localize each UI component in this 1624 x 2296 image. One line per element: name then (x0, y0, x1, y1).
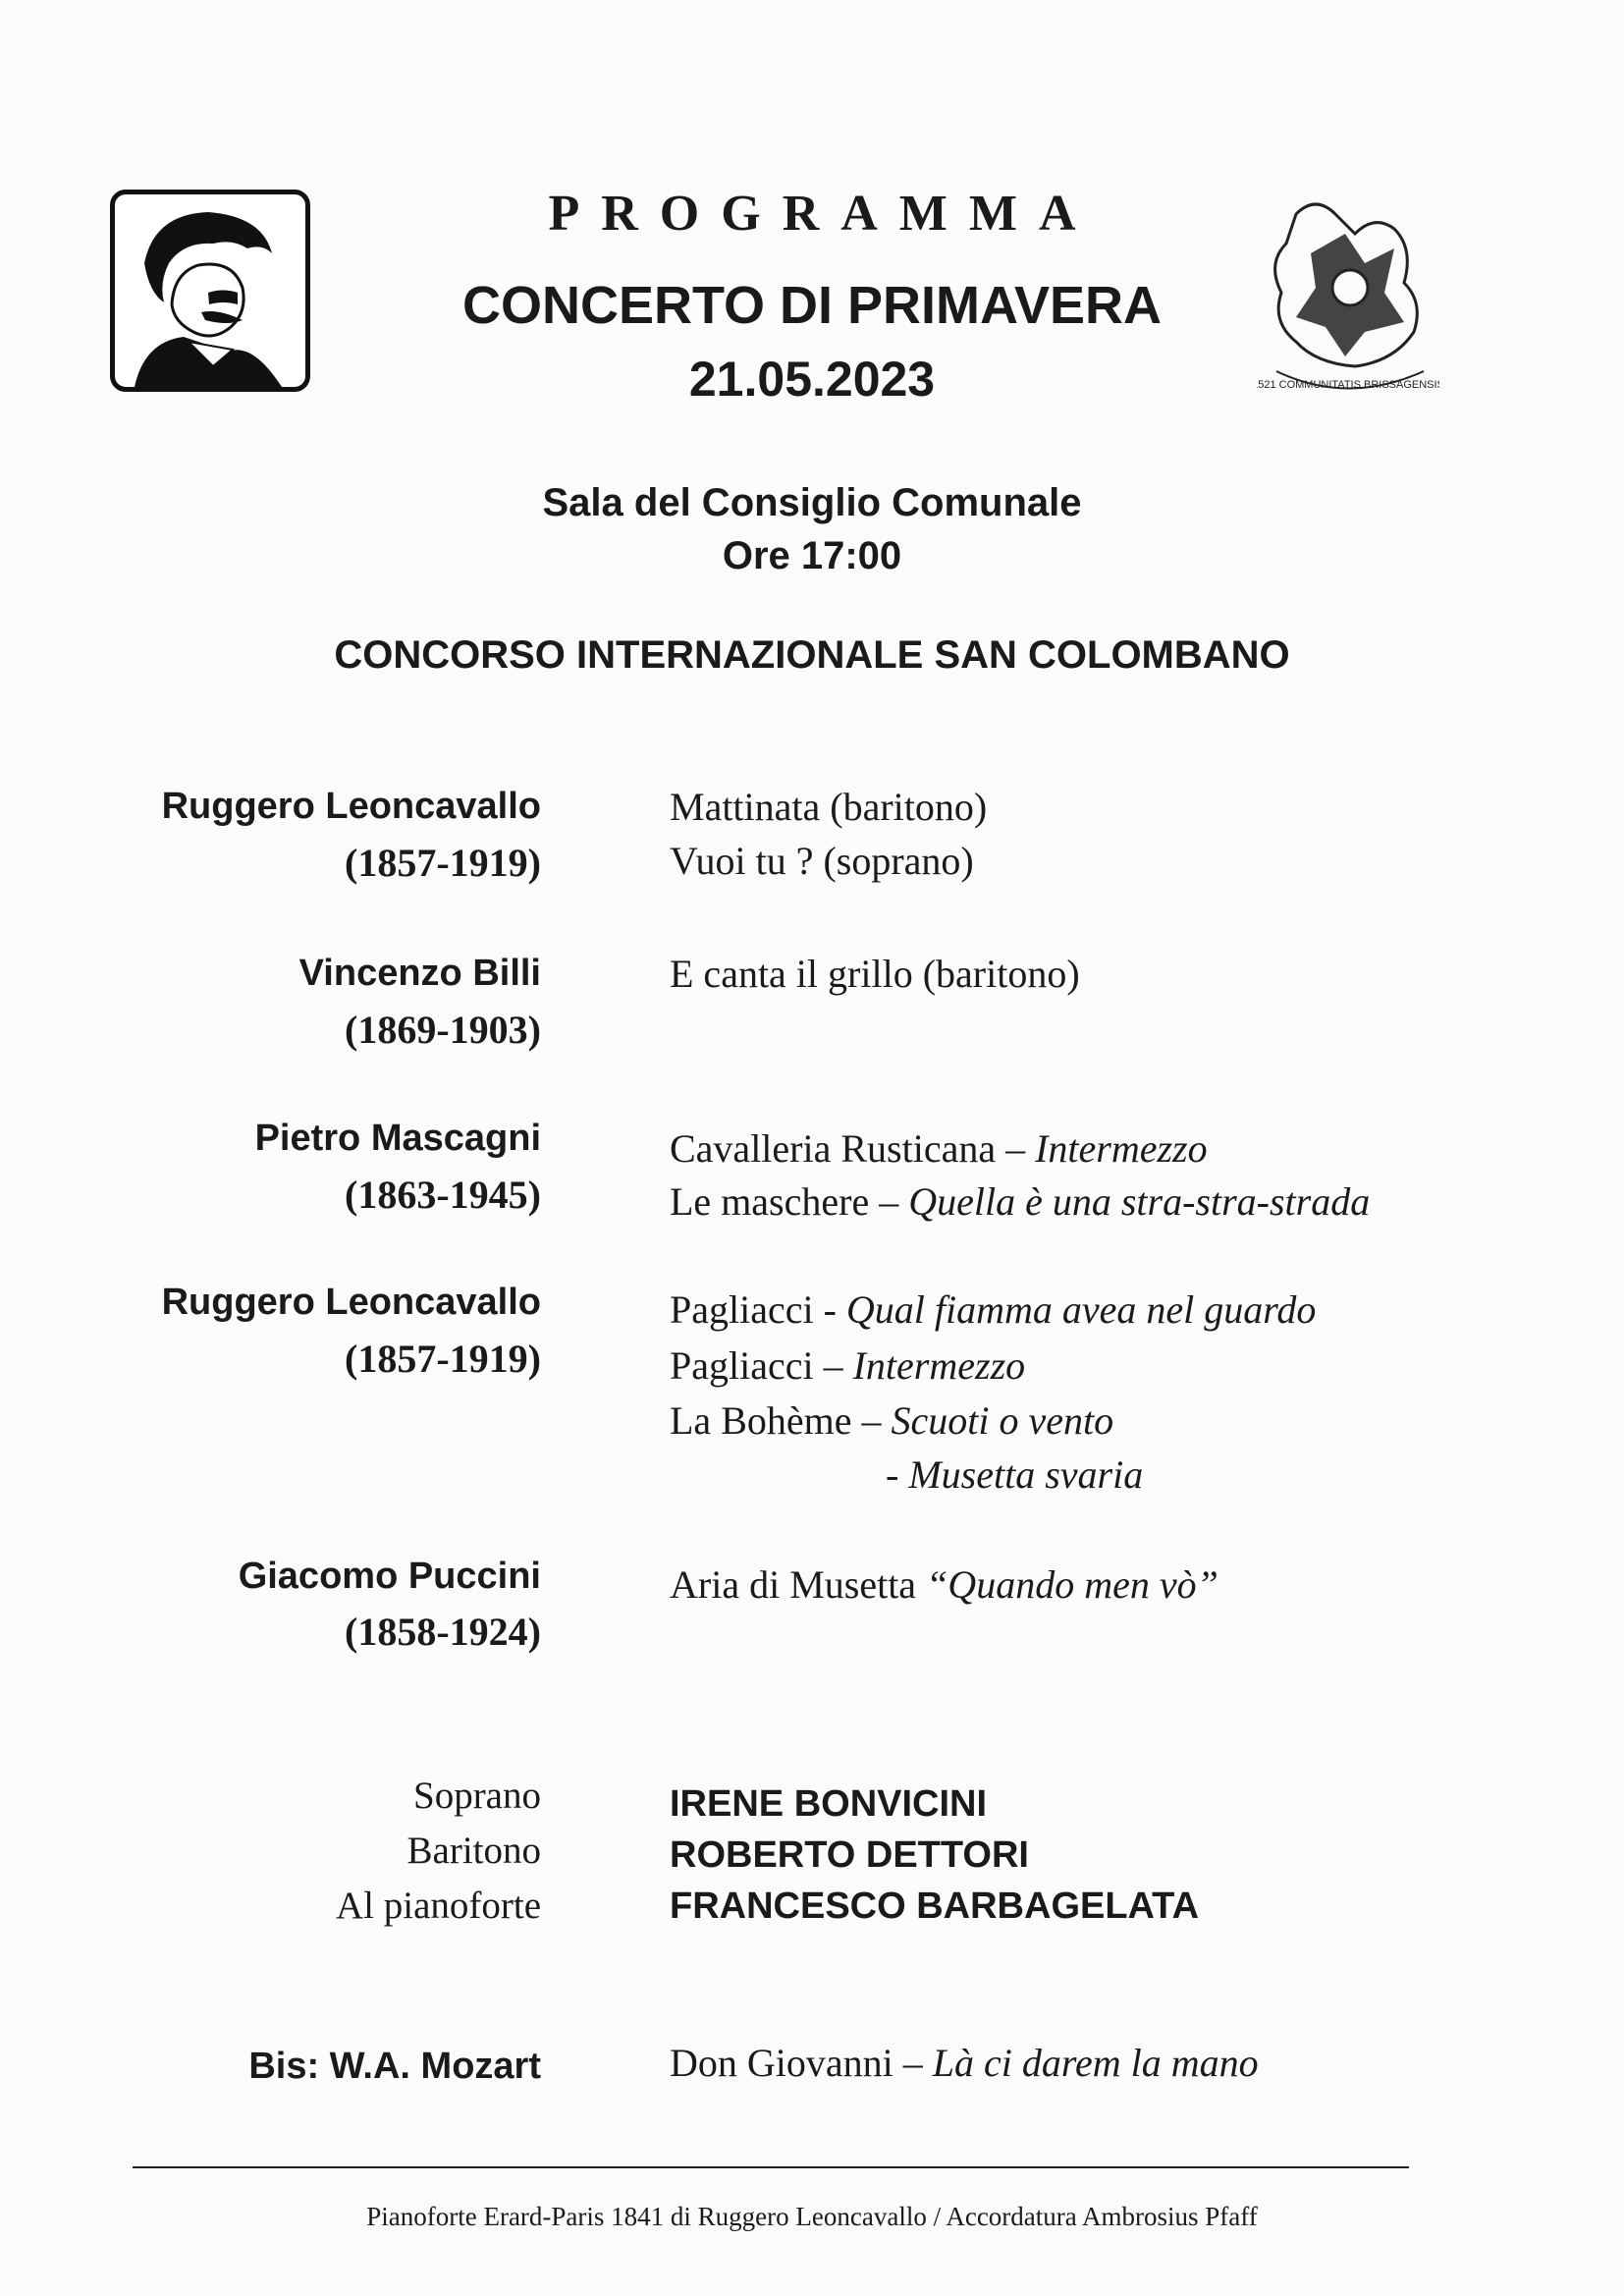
performer-name: IRENE BONVICINI (670, 1783, 988, 1825)
piece-title: Aria di Musetta “Quando men vò” (670, 1562, 1218, 1607)
composer-years: (1857-1919) (345, 841, 541, 885)
piece-title: Vuoi tu ? (soprano) (670, 839, 974, 883)
performer-name: ROBERTO DETTORI (670, 1834, 1029, 1876)
piece-title: Cavalleria Rusticana – Intermezzo (670, 1126, 1208, 1171)
start-time: Ore 17:00 (722, 534, 902, 577)
piece-title: E canta il grillo (baritono) (670, 952, 1080, 996)
concert-date: 21.05.2023 (688, 352, 936, 407)
encore-piece: Don Giovanni – Là ci darem la mano (670, 2041, 1259, 2085)
performer-role: Soprano (413, 1775, 541, 1817)
piece-title: Pagliacci - Qual fiamma avea nel guardo (670, 1287, 1317, 1332)
programma-heading: PROGRAMMA (548, 186, 1098, 242)
composer-name: Ruggero Leoncavallo (161, 1282, 541, 1323)
footer-note: Pianoforte Erard-Paris 1841 di Ruggero Leoncavallo / Accordatura Ambrosius Pfaff (366, 2202, 1258, 2231)
composer-name: Vincenzo Billi (298, 953, 541, 994)
venue: Sala del Consiglio Comunale (542, 481, 1082, 524)
piece-title: Pagliacci – Intermezzo (670, 1343, 1026, 1388)
performer-role: Baritono (406, 1830, 541, 1872)
piece-title: Le maschere – Quella è una stra-stra-strada (670, 1179, 1371, 1224)
piece-title: La Bohème – Scuoti o vento (670, 1398, 1114, 1443)
footer-divider (133, 2166, 1409, 2168)
composer-name: Ruggero Leoncavallo (161, 786, 541, 827)
composer-years: (1869-1903) (345, 1008, 541, 1052)
seal-text: 1521 COMMUNITATIS BRISSAGENSIS (1257, 379, 1439, 391)
composer-years: (1863-1945) (345, 1173, 541, 1217)
piece-title: Mattinata (baritono) (670, 785, 988, 829)
page-title: CONCERTO DI PRIMAVERA (461, 276, 1163, 335)
piece-title: - Musetta svaria (886, 1452, 1144, 1497)
performer-name: FRANCESCO BARBAGELATA (670, 1886, 1200, 1927)
composer-name: Giacomo Puccini (238, 1556, 541, 1597)
composer-name: Pietro Mascagni (254, 1118, 541, 1159)
contest-name: CONCORSO INTERNAZIONALE SAN COLOMBANO (334, 633, 1290, 677)
composer-years: (1857-1919) (345, 1337, 541, 1381)
encore-label: Bis: W.A. Mozart (248, 2046, 541, 2087)
composer-years: (1858-1924) (345, 1610, 541, 1654)
performer-role: Al pianoforte (335, 1885, 541, 1927)
